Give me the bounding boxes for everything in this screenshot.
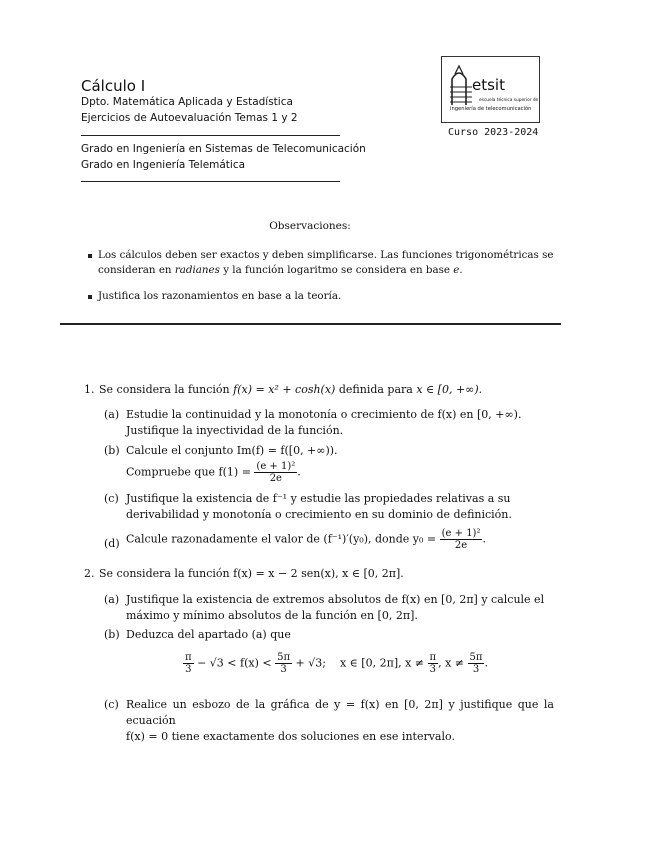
problem-2b-inequality: $\frac{\pi}{3}$ − √3 < f(x) < $\frac{5\pi}{3}$ + √3; x ∈ [0, 2π], x ≠ $\frac{\pi}{3}$ , x ≠ $\frac{5\pi}{3}$ .: [185, 652, 488, 675]
problem-1c-text: [126, 491, 554, 523]
department-line: Dpto. Matemática Aplicada y Estadística: [81, 96, 293, 108]
problem-1a-line-2: Justifique la inyectividad de la función.: [126, 424, 344, 437]
course-title: Cálculo I: [81, 77, 146, 95]
problem-2b-label: (b): [104, 628, 120, 641]
observation-1-line-a: Los cálculos deben ser exactos y deben simplificarse. Las funciones trigonométricas se: [98, 249, 554, 261]
problem-1-number: 1.: [84, 383, 95, 396]
degree-line-1: Grado en Ingeniería en Sistemas de Telecomunicación: [81, 143, 366, 155]
degree-line-2: Grado en Ingeniería Telemática: [81, 159, 246, 171]
problem-1-statement-mid: definida para: [335, 383, 417, 396]
fraction-denominator: 3: [429, 664, 436, 675]
problem-2a-label: (a): [104, 593, 120, 606]
logo-brand-text: etsit: [472, 76, 505, 94]
problem-2a-text: [126, 592, 554, 624]
observation-1-e: e: [453, 264, 460, 276]
problem-1a-line-1: Estudie la continuidad y la monotonía o crecimiento de f(x) en [0, +∞).: [126, 408, 522, 421]
problem-1d-label: (d): [104, 537, 120, 550]
problem-2c-text: [126, 697, 554, 745]
header-rule-top: [81, 135, 340, 136]
problem-1c-line-2: derivabilidad y monotonía o crecimiento en su dominio de definición.: [126, 508, 512, 521]
fraction-denominator: 3: [280, 664, 287, 675]
problem-2-number: 2.: [84, 567, 95, 580]
problem-1b-label: (b): [104, 444, 120, 457]
fraction-numerator: (e + 1)²: [441, 528, 481, 539]
fraction-numerator: 5π: [277, 652, 291, 663]
problem-2-statement: Se considera la función f(x) = x − 2 sen(x), x ∈ [0, 2π].: [99, 567, 404, 580]
inequality-part-1: − √3 < f(x) <: [197, 656, 272, 670]
header-rule-bottom: [81, 181, 340, 182]
problem-1d-text: Calcule razonadamente el valor de (f⁻¹)′(y₀), donde y₀ = $\frac{\text{(e + 1)²}}{2e}$ .: [126, 528, 486, 551]
problem-2a-line-1: Justifique la existencia de extremos absolutos de f(x) en [0, 2π] y calcule el: [126, 593, 545, 606]
problem-1c-label: (c): [104, 492, 119, 505]
problem-1a-text: [126, 407, 554, 439]
problem-1b-line-1: Calcule el conjunto Im(f) = f([0, +∞)).: [126, 444, 338, 457]
fraction-denominator: 3: [185, 664, 192, 675]
observation-1-pre: consideran en: [98, 264, 175, 276]
problem-1-statement: [99, 382, 482, 398]
problem-1a-label: (a): [104, 408, 120, 421]
course-year: Curso 2023-2024: [448, 127, 539, 138]
exercises-line: Ejercicios de Autoevaluación Temas 1 y 2: [81, 112, 298, 124]
observation-2: Justifica los razonamientos en base a la teoría.: [98, 290, 342, 302]
pi-over-3-fraction: [183, 652, 194, 675]
problem-2c-line-1: Realice un esbozo de la gráfica de y = f(x) en [0, 2π] y justifique que la ecuación: [126, 698, 554, 727]
observations-list: [89, 248, 554, 315]
fraction-numerator: π: [185, 652, 192, 663]
observation-item: Los cálculos deben ser exactos y deben simplificarse. Las funciones trigonométricas se consideran en radianes y la función logaritmo se considera en base e.: [89, 248, 554, 278]
problem-2b-text: Deduzca del apartado (a) que: [126, 628, 291, 641]
observation-1-em: radianes: [174, 264, 220, 276]
five-pi-over-3-fraction: [275, 652, 292, 675]
pi-over-3-fraction-2: [428, 652, 439, 675]
etsit-emblem-icon: [442, 57, 539, 122]
problem-1b-line-2: Compruebe que f(1) = $\frac{\text{(e + 1)²}}{2e}$ .: [126, 461, 301, 484]
five-pi-over-3-fraction-2: [468, 652, 485, 675]
fraction-numerator: (e + 1)²: [256, 461, 296, 472]
inequality-part-4: , x ≠: [438, 656, 465, 670]
observation-item: [89, 289, 554, 304]
problem-1b-text: [126, 443, 554, 484]
observations-divider: [60, 323, 561, 325]
problem-1b-fraction: [254, 461, 297, 484]
observation-1-post: y la función logaritmo se considera en base: [219, 264, 454, 276]
inequality-part-3: x ∈ [0, 2π], x ≠: [339, 656, 425, 670]
fraction-numerator: π: [429, 652, 437, 663]
logo-small-text-1: escuela técnica superior de: [479, 98, 539, 103]
fraction-denominator: 2e: [454, 540, 468, 551]
etsit-logo: [441, 56, 540, 123]
problem-1c-line-1: Justifique la existencia de f⁻¹ y estudie las propiedades relativas a su: [126, 492, 511, 505]
observations-title: Observaciones:: [269, 220, 351, 232]
logo-small-text-2: ingeniería de telecomunicación: [450, 106, 532, 112]
fraction-denominator: 2e: [269, 473, 282, 484]
problem-1-function: f(x) = x² + cosh(x): [233, 383, 336, 396]
fraction-denominator: 3: [472, 664, 480, 675]
problem-1-domain: x ∈ [0, +∞).: [416, 383, 483, 396]
inequality-part-2: + √3;: [295, 656, 326, 670]
problem-2a-line-2: máximo y mínimo absolutos de la función en [0, 2π].: [126, 609, 418, 622]
problem-2c-line-2: f(x) = 0 tiene exactamente dos soluciones en ese intervalo.: [126, 730, 455, 743]
problem-1b-pre: Compruebe que f(1) =: [126, 465, 255, 479]
problem-1d-fraction: [440, 528, 483, 551]
problem-1d-pre: Calcule razonadamente el valor de (f⁻¹)′(y₀), donde y₀ =: [126, 532, 440, 546]
problem-2c-label: (c): [104, 698, 119, 711]
fraction-numerator: 5π: [469, 652, 483, 663]
problem-1-statement-pre: Se considera la función: [99, 383, 234, 396]
